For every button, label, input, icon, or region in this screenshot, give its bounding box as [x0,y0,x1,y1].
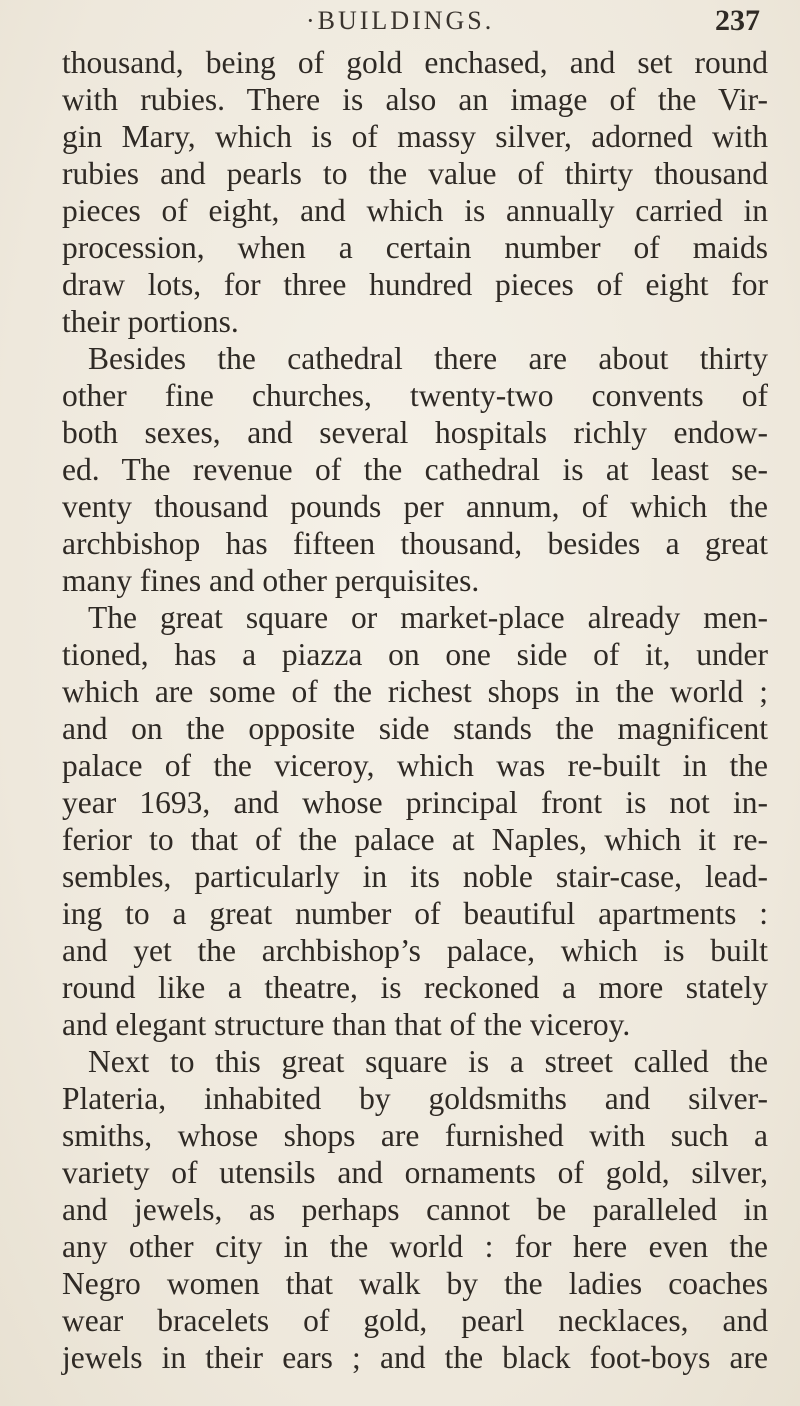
text-line: ing to a great number of beautiful apartments : [62,896,768,931]
text-line: other fine churches, twenty-two convents of [62,378,768,413]
text-line: many fines and other perquisites. [62,563,480,598]
text-line: smiths, whose shops are furnished with such a [62,1118,768,1153]
text-line: their portions. [62,304,239,339]
text-line: The great square or market-place already men- [88,600,768,635]
text-line: with rubies. There is also an image of the Vir- [62,82,768,117]
page-header [60,4,760,44]
text-line: tioned, has a piazza on one side of it, under [62,637,768,672]
text-line: gin Mary, which is of massy silver, adorned with [62,119,768,154]
text-line: and elegant structure than that of the viceroy. [62,1007,631,1042]
text-line: any other city in the world : for here even the [62,1229,768,1264]
text-line: rubies and pearls to the value of thirty thousand [62,156,768,191]
text-line: Next to this great square is a street called the [88,1044,768,1079]
text-line: Plateria, inhabited by goldsmiths and silver- [62,1081,768,1116]
body-text [62,44,768,1376]
text-line: and jewels, as perhaps cannot be paralleled in [62,1192,768,1227]
text-line: ferior to that of the palace at Naples, which it re- [62,822,768,857]
text-line: procession, when a certain number of maids [62,230,768,265]
text-line: round like a theatre, is reckoned a more stately [62,970,768,1005]
text-line: draw lots, for three hundred pieces of eight for [62,267,768,302]
text-line: palace of the viceroy, which was re-built in the [62,748,768,783]
text-line: variety of utensils and ornaments of gold, silver, [62,1155,768,1190]
text-line: Besides the cathedral there are about thirty [88,341,768,376]
page-number: 237 [715,4,760,37]
text-line: Negro women that walk by the ladies coaches [62,1266,768,1301]
text-line: which are some of the richest shops in the world ; [62,674,768,709]
text-line: pieces of eight, and which is annually carried in [62,193,768,228]
text-line: wear bracelets of gold, pearl necklaces, and [62,1303,768,1338]
running-head: ·BUILDINGS. [306,6,495,35]
text-line: year 1693, and whose principal front is not in- [62,785,768,820]
text-line: sembles, particularly in its noble stair-case, lead- [62,859,768,894]
text-line: ed. The revenue of the cathedral is at least se- [62,452,768,487]
text-line: jewels in their ears ; and the black foot-boys are [62,1340,768,1375]
text-line: venty thousand pounds per annum, of which the [62,489,768,524]
text-line: and on the opposite side stands the magnificent [62,711,768,746]
text-line: thousand, being of gold enchased, and set round [62,45,768,80]
text-line: and yet the archbishop’s palace, which is built [62,933,768,968]
text-line: both sexes, and several hospitals richly endow- [62,415,768,450]
text-line: archbishop has fifteen thousand, besides a great [62,526,768,561]
